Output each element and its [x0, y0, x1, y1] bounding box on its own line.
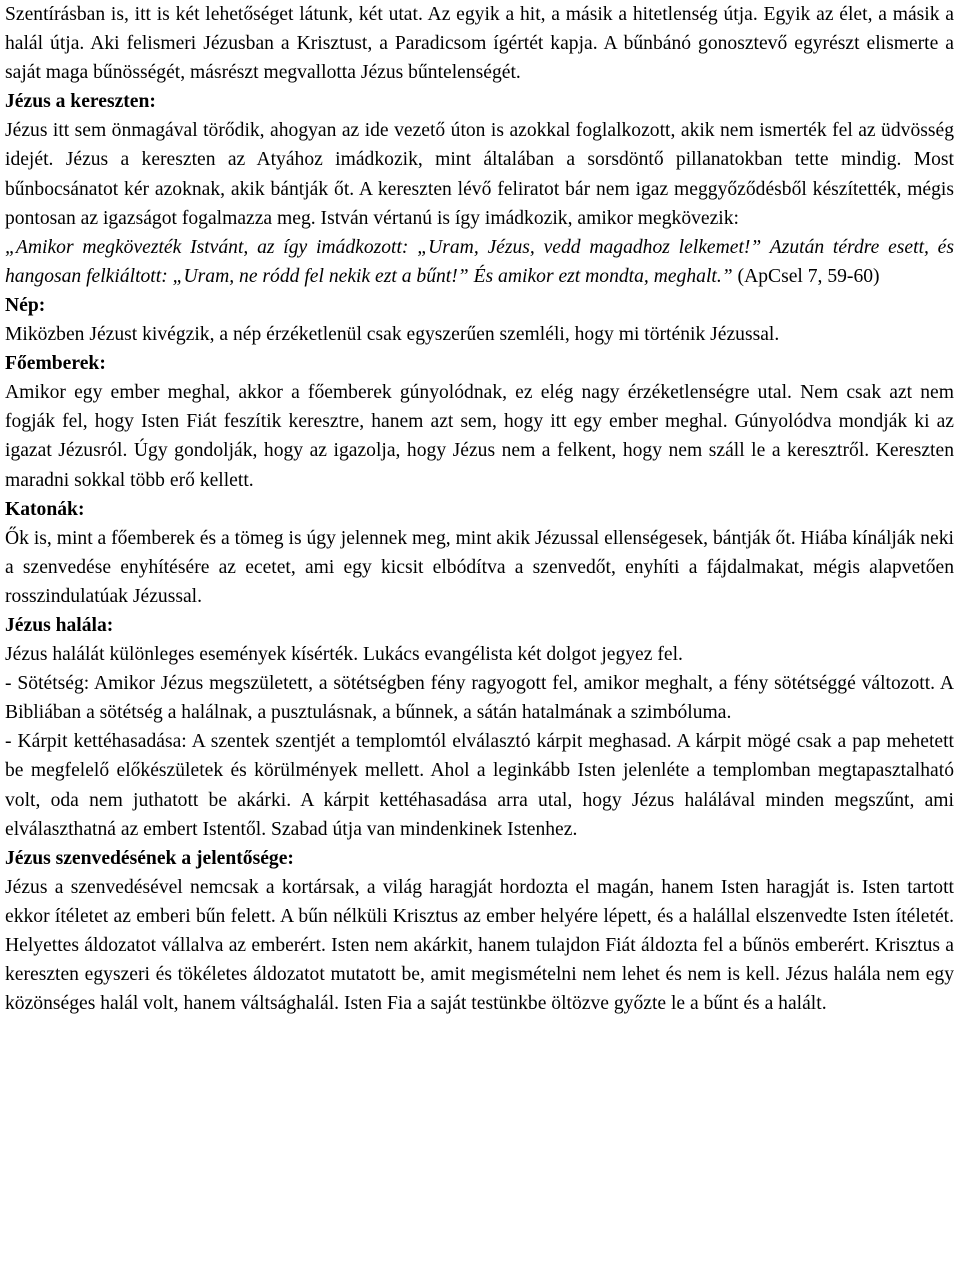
list-item: - Kárpit kettéhasadása: A szentek szentjét a templomtól elválasztó kárpit meghasad. A kárpit mögé csak a pap mehetett be megfelelő előkészületek és körülmények mellett. Ahol a leginkább Isten jelenléte a templomban megtapasztalható volt, oda nem juthatott be akárki. A kárpit kettéhasadása arra utal, hogy Jézus halálával minden megszűnt, ami elválaszthatná az embert Istentől. Szabad útja van mindenkinek Istenhez. — [5, 731, 954, 840]
scripture-quote: „Amikor megkövezték Istvánt, az így imádkozott: „Uram, Jézus, vedd magadhoz lelkemet!” Azután térdre esett, és hangosan felkiáltott: „Uram, ne ródd fel nekik ezt a bűnt!” És amikor ezt mondta, meghalt.” — [5, 236, 954, 287]
scripture-reference: (ApCsel 7, 59-60) — [732, 265, 880, 287]
section-heading: Jézus a kereszten: — [5, 91, 156, 113]
body-paragraph: Miközben Jézust kivégzik, a nép érzéketlenül csak egyszerűen szemléli, hogy mi történik Jézussal. — [5, 324, 780, 346]
body-paragraph: Jézus halálát különleges események kísérték. Lukács evangélista két dolgot jegyez fel. — [5, 644, 683, 666]
body-paragraph — [5, 116, 954, 291]
body-paragraph: Amikor egy ember meghal, akkor a főemberek gúnyolódnak, ez elég nagy érzéketlenségre utal. Nem csak azt nem fogják fel, hogy Isten Fiát feszítik keresztre, hanem azt sem, hogy itt egy ember meghal. Gúnyolódva mondják ki az igazat Jézusról. Úgy gondolják, hogy az igazolja, hogy Jézus nem a felkent, hogy nem száll le a keresztről. Kereszten maradni sokkal több erő kellett. — [5, 382, 954, 491]
body-paragraph: Jézus a szenvedésével nemcsak a kortársak, a világ haragját hordozta el magán, hanem Isten haragját is. Isten tartott ekkor ítéletet az emberi bűn felett. A bűn nélküli Krisztus az ember helyére lépett, és a halállal elszenvedte Isten ítéletét. Helyettes áldozatot vállalva az emberért. Isten nem akárkit, hanem tulajdon Fiát áldozta fel a bűnös emberért. Krisztus a kereszten egyszeri és tökéletes áldozatot mutatott be, amit megismételni nem lehet és nem is kell. Jézus halála nem egy közönséges halál volt, hanem váltsághalál. Isten Fia a saját testünkbe öltözve győzte le a bűnt és a halált. — [5, 876, 954, 1015]
section-heading: Nép: — [5, 294, 46, 316]
body-text: Jézus itt sem önmagával törődik, ahogyan az ide vezető úton is azokkal foglalkozott, akik nem ismerték fel az üdvösség idejét. Jézus a kereszten az Atyához imádkozik, mint általában a sorsdöntő pillanatokban tette mindig. Most bűnbocsánatot kér azoknak, akik bántják őt. A kereszten lévő feliratot bár nem igaz meggyőződésből készítették, mégis pontosan az igazságot fogalmazza meg. István vértanú is így imádkozik, amikor megkövezik: — [5, 120, 954, 229]
section-heading: Főemberek: — [5, 353, 106, 375]
list-item: - Sötétség: Amikor Jézus megszületett, a sötétségben fény ragyogott fel, amikor meghalt, a fény sötétséggé változott. A Bibliában a sötétség a halálnak, a pusztulásnak, a bűnnek, a sátán hatalmának a szimbóluma. — [5, 673, 954, 724]
body-paragraph: Ők is, mint a főemberek és a tömeg is úgy jelennek meg, mint akik Jézussal ellenségesek, bántják őt. Hiába kínálják neki a szenvedése enyhítésére az ecetet, ami egy kicsit elbódítva a szenvedőt, enyhíti a fájdalmakat, mégis alapvetően rosszindulatúak Jézussal. — [5, 527, 954, 607]
section-heading: Jézus halála: — [5, 614, 114, 636]
intro-paragraph: Szentírásban is, itt is két lehetőséget látunk, két utat. Az egyik a hit, a másik a hitetlenség útja. Egyik az élet, a másik a halál útja. Aki felismeri Jézusban a Krisztust, a Paradicsom ígértét kapja. A bűnbánó gonosztevő egyrészt elismerte a saját maga bűnösségét, másrészt megvallotta Jézus bűntelenségét. — [5, 4, 954, 84]
section-heading: Katonák: — [5, 498, 85, 520]
section-heading: Jézus szenvedésének a jelentősége: — [5, 847, 294, 869]
